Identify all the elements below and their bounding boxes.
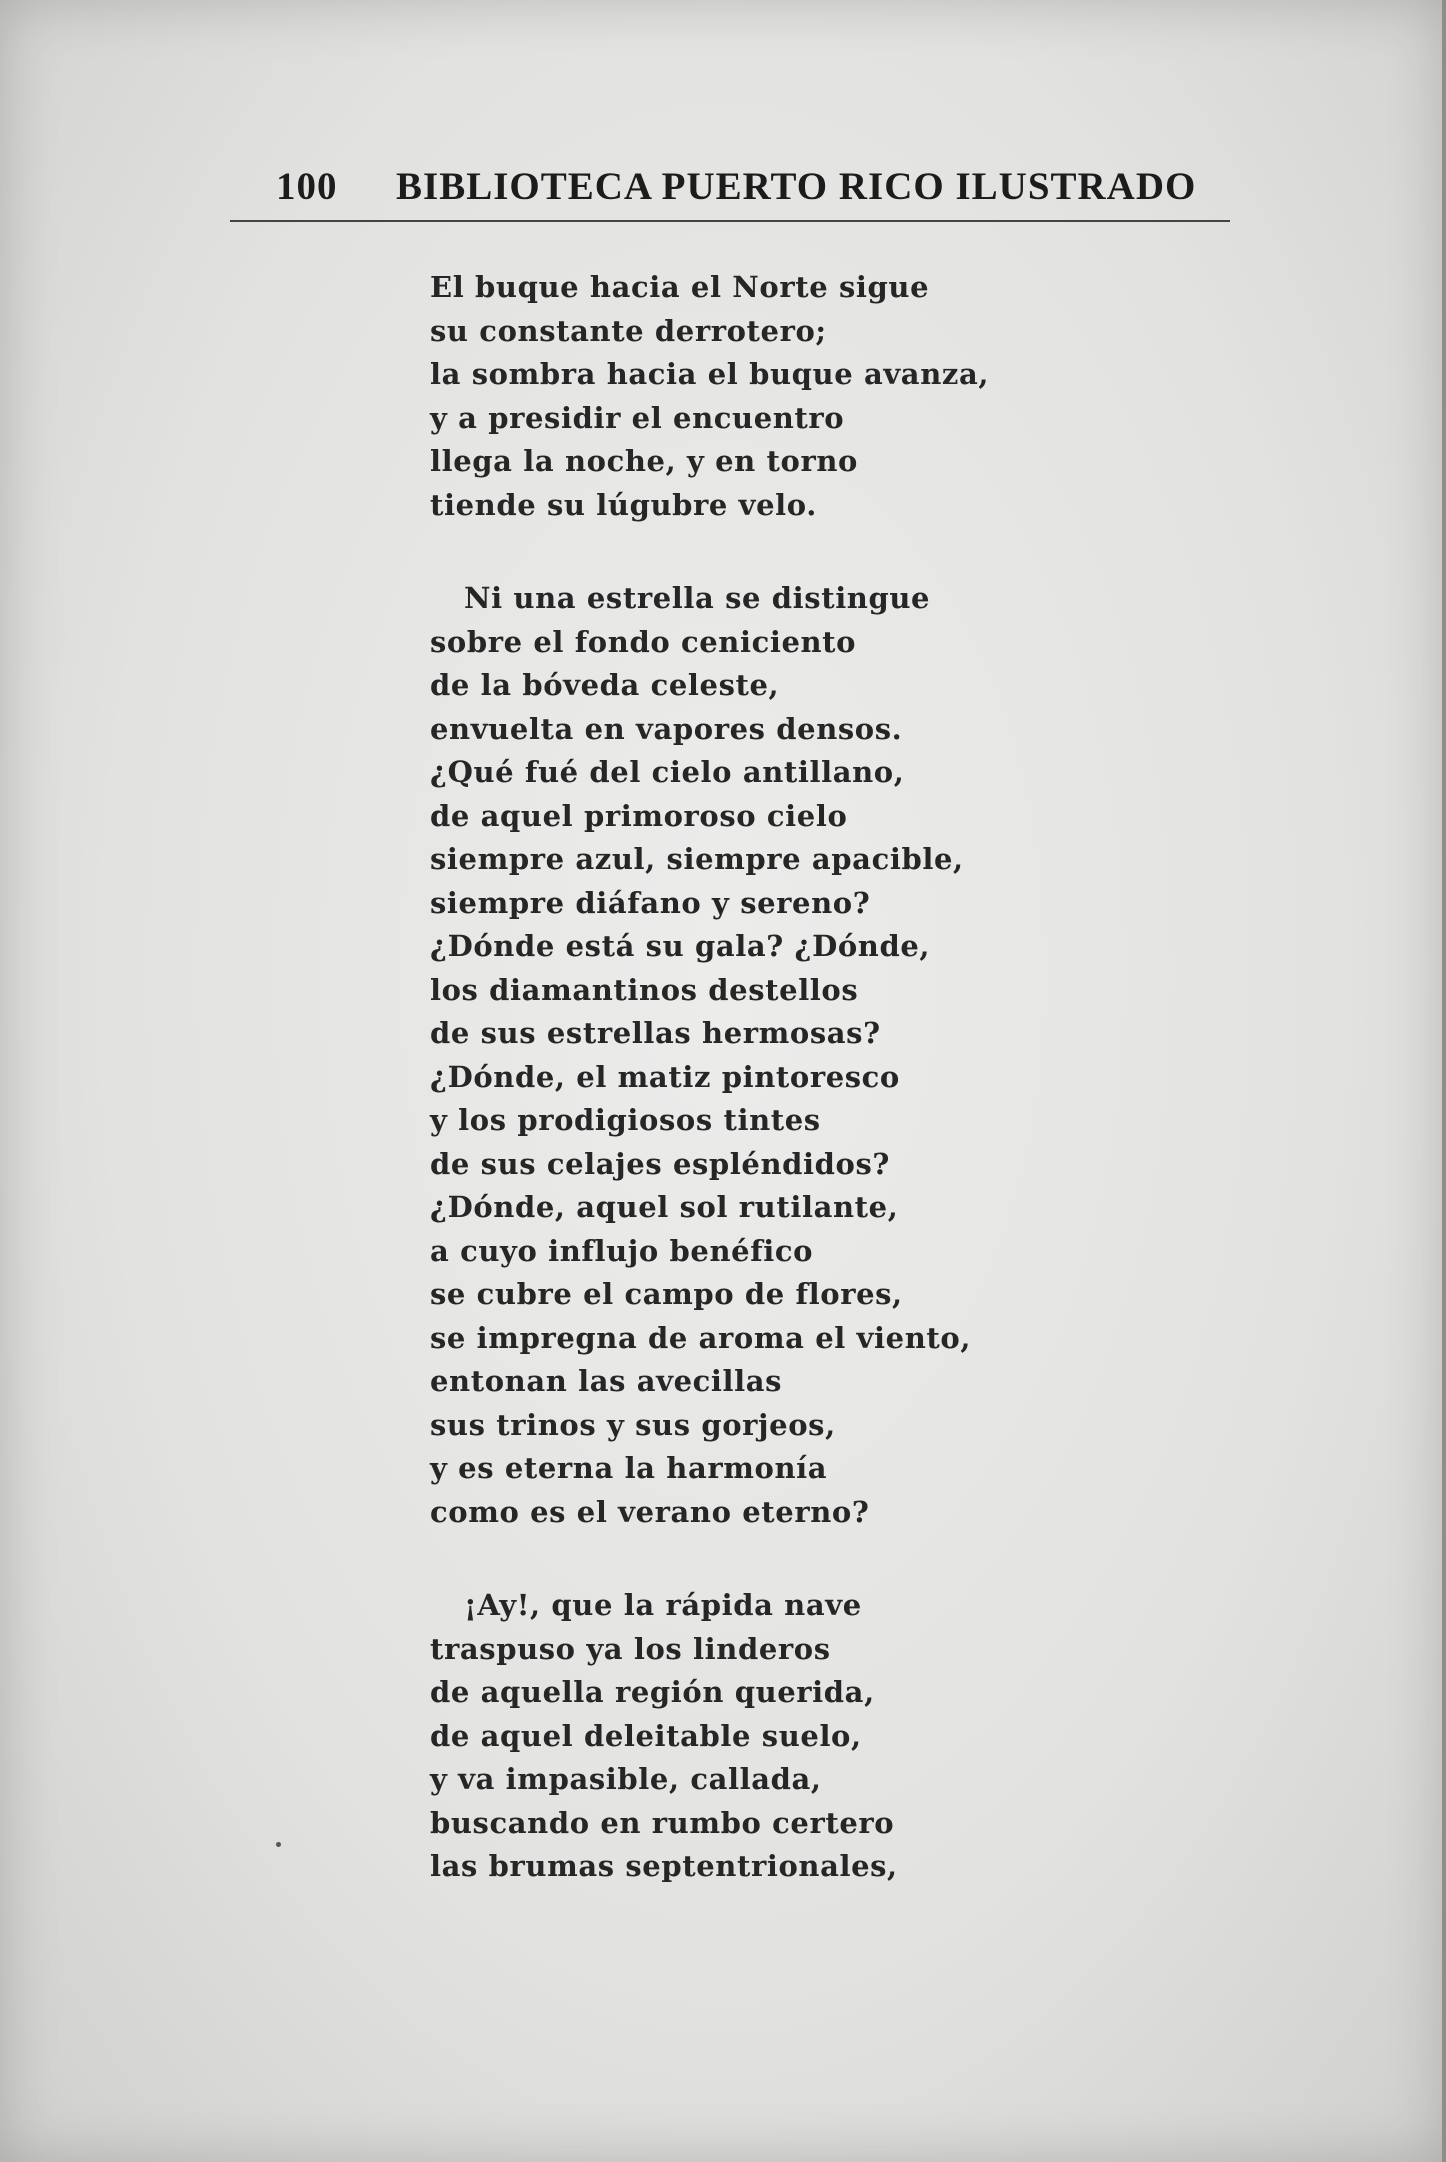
verse-line: siempre diáfano y sereno? (430, 885, 871, 920)
verse-line: ¿Dónde está su gala? ¿Dónde, (430, 929, 931, 963)
verse-line: de aquel deleitable suelo, (430, 1718, 862, 1753)
verse-line: ¿Dónde, aquel sol rutilante, (430, 1190, 899, 1224)
verse-line: Ni una estrella se distingue (464, 581, 931, 615)
verse-line: ¿Dónde, el matiz pintoresco (430, 1059, 900, 1094)
verse-line: y los prodigiosos tintes (430, 1103, 821, 1137)
poem-text (430, 266, 1230, 1889)
page-header (230, 164, 1230, 224)
verse-line: El buque hacia el Norte sigue (430, 270, 930, 304)
verse-line: como es el verano eterno? (430, 1494, 870, 1529)
verse-line: sus trinos y sus gorjeos, (430, 1407, 836, 1442)
stanza-2 (430, 577, 1230, 1534)
verse-line: de aquella región querida, (430, 1675, 875, 1709)
verse-line: de sus estrellas hermosas? (430, 1016, 881, 1050)
verse-line: las brumas septentrionales, (430, 1849, 898, 1883)
verse-line: de sus celajes espléndidos? (430, 1146, 890, 1181)
verse-line: buscando en rumbo certero (430, 1805, 895, 1840)
verse-line: y a presidir el encuentro (430, 400, 845, 435)
verse-line: llega la noche, y en torno (430, 444, 858, 478)
verse-line: y es eterna la harmonía (430, 1451, 828, 1485)
verse-line: envuelta en vapores densos. (430, 711, 903, 746)
verse-line: a cuyo influjo benéfico (430, 1233, 814, 1268)
verse-line: y va impasible, callada, (430, 1762, 822, 1796)
verse-line: siempre azul, siempre apacible, (430, 842, 964, 876)
verse-line: tiende su lúgubre velo. (430, 487, 817, 522)
header-rule (230, 220, 1230, 222)
paper-speck (276, 1842, 281, 1847)
page-number: 100 (276, 165, 338, 208)
verse-line: se impregna de aroma el viento, (430, 1320, 972, 1355)
verse-line: ¡Ay!, que la rápida nave (464, 1588, 862, 1622)
verse-line: se cubre el campo de flores, (430, 1277, 903, 1311)
running-title: BIBLIOTECA PUERTO RICO ILUSTRADO (396, 165, 1197, 208)
verse-line: entonan las avecillas (430, 1364, 783, 1398)
page-edge (1442, 0, 1446, 2162)
verse-line: ¿Qué fué del cielo antillano, (430, 755, 905, 789)
verse-line: sobre el fondo ceniciento (430, 624, 857, 659)
verse-line: de la bóveda celeste, (430, 668, 780, 702)
verse-line: los diamantinos destellos (430, 972, 859, 1007)
stanza-1 (430, 266, 1230, 527)
verse-line: su constante derrotero; (430, 313, 827, 348)
verse-line: de aquel primoroso cielo (430, 798, 848, 833)
verse-line: traspuso ya los linderos (430, 1631, 831, 1666)
stanza-3 (430, 1584, 1230, 1889)
verse-line: la sombra hacia el buque avanza, (430, 357, 990, 391)
